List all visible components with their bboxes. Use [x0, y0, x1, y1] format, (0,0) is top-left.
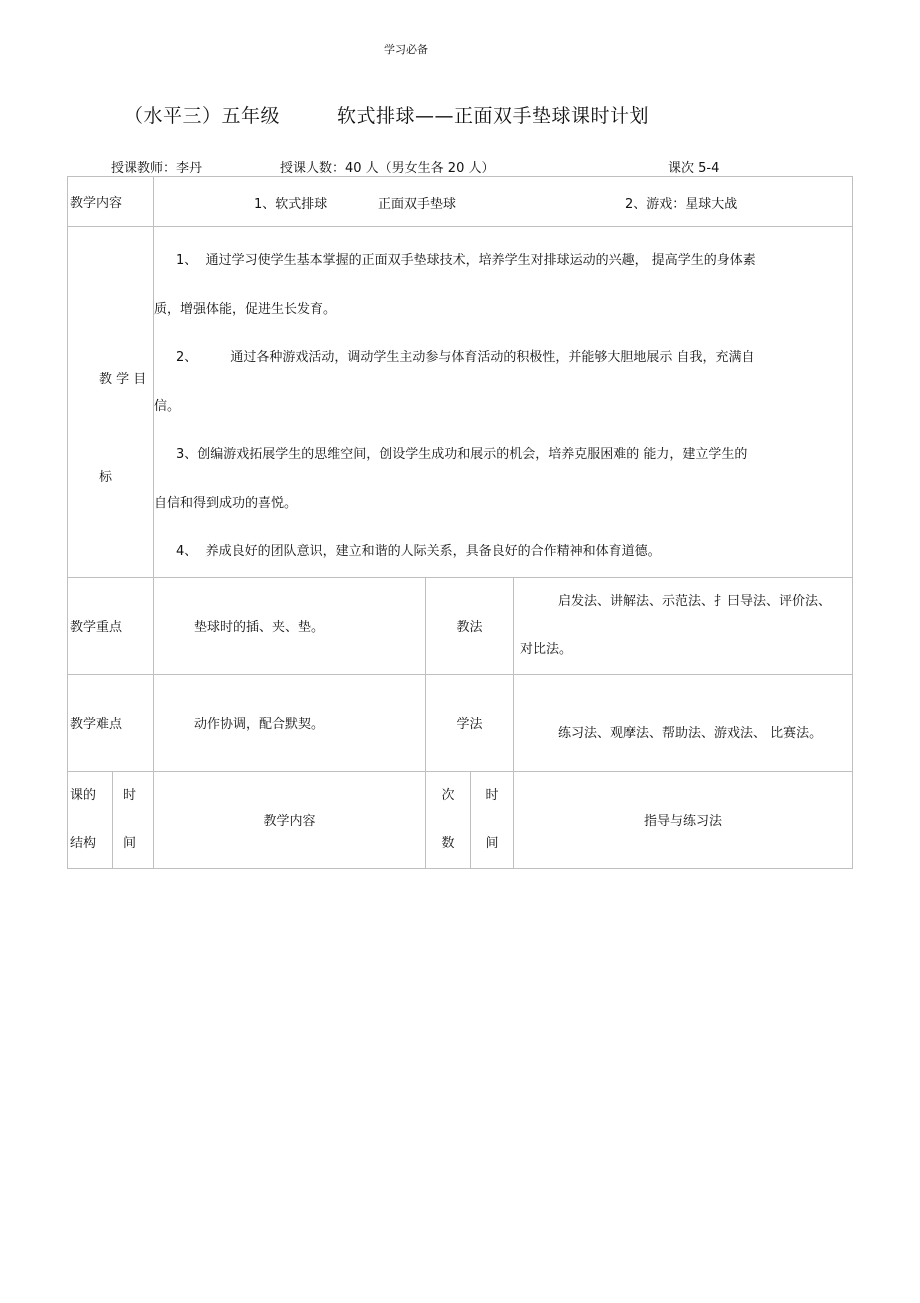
- structure-col-5: [471, 771, 514, 868]
- structure-guidance-header: 指导与练习法: [644, 814, 723, 829]
- goals-label-b: 标: [99, 469, 113, 485]
- content-item-1: 1、软式排球: [254, 197, 328, 212]
- goal-3-line-1: 3、创编游戏拓展学生的思维空间，创设学生成功和展示的机会，培养克服困难的 能力，建立学生的: [154, 431, 852, 480]
- difficulty-label-cell: [68, 674, 154, 771]
- structure-col-4: [426, 771, 471, 868]
- content-label-cell: [68, 177, 154, 227]
- structure-content-header: 教学内容: [263, 814, 316, 829]
- difficulty-value: 动作协调，配合默契。: [194, 717, 325, 732]
- structure-col-1: [68, 771, 113, 868]
- goal-4-num: 4、: [176, 544, 198, 559]
- key-point-row: [68, 577, 853, 674]
- structure-col-6: [514, 771, 853, 868]
- content-row: [68, 177, 853, 227]
- teaching-method-line-2: 对比法。: [520, 641, 573, 657]
- structure-col-2-a: 时: [123, 787, 137, 803]
- key-value-cell: [154, 577, 426, 674]
- goal-4-line-1: 4、 养成良好的团队意识，建立和谐的人际关系，具备良好的合作精神和体育道德。: [154, 528, 852, 577]
- teaching-method-line-1: 启发法、讲解法、示范法、扌曰导法、评价法、: [558, 593, 832, 609]
- learning-method-cell: [514, 674, 853, 771]
- teaching-method-cell: [514, 577, 853, 674]
- page-title-topic: 软式排球——正面双手垫球课时计划: [337, 105, 650, 127]
- goal-1-line-1: 1、 通过学习使学生基本掌握的正面双手垫球技术，培养学生对排球运动的兴趣， 提高学生的身体素: [154, 237, 852, 286]
- structure-col-2: [113, 771, 154, 868]
- key-label-cell: [68, 577, 154, 674]
- goal-1-line-2: 质，增强体能，促进生长发育。: [154, 301, 337, 317]
- teacher-label: 授课教师：李丹: [111, 161, 203, 176]
- structure-col-3: [154, 771, 426, 868]
- difficulty-value-cell: [154, 674, 426, 771]
- structure-col-5-a: 时: [485, 787, 499, 803]
- content-value-cell: [154, 177, 853, 227]
- structure-col-4-a: 次: [441, 787, 455, 803]
- teaching-method-label-cell: [426, 577, 514, 674]
- structure-header-row: [68, 771, 853, 868]
- learning-method-value: 练习法、观摩法、帮助法、游戏法、 比赛法。: [558, 726, 823, 741]
- goal-2-num: 2、: [176, 350, 198, 365]
- key-label: 教学重点: [70, 620, 123, 635]
- learning-method-label-cell: [426, 674, 514, 771]
- students-label: 授课人数：40 人（男女生各 20 人）: [280, 161, 495, 176]
- structure-col-4-b: 数: [441, 835, 455, 851]
- goal-3-num: 3、: [176, 447, 198, 462]
- page-title-level: （水平三）五年级: [124, 105, 281, 127]
- structure-col-2-b: 间: [123, 835, 137, 851]
- lesson-number: 课次 5-4: [668, 161, 720, 176]
- goals-text-cell: [154, 227, 853, 578]
- goal-1-num: 1、: [176, 253, 198, 268]
- content-item-2: 2、游戏：星球大战: [625, 197, 738, 212]
- goal-2-line-2: 信。: [154, 398, 181, 414]
- goals-row: [68, 227, 853, 578]
- goals-label-cell: [68, 227, 154, 578]
- goal-3-line-2: 自信和得到成功的喜悦。: [154, 495, 298, 511]
- difficulty-row: [68, 674, 853, 771]
- key-value: 垫球时的插、夹、垫。: [194, 620, 325, 635]
- header-note: 学习必备: [384, 43, 428, 56]
- structure-col-5-b: 间: [485, 835, 499, 851]
- teaching-method-label: 教法: [456, 620, 483, 635]
- content-label: 教学内容: [70, 196, 123, 211]
- learning-method-label: 学法: [456, 717, 483, 732]
- difficulty-label: 教学难点: [70, 717, 123, 732]
- structure-col-1-a: 课的: [70, 787, 97, 803]
- goals-label-a: 教 学 目: [99, 371, 147, 387]
- goal-2-line-1: 2、 通过各种游戏活动，调动学生主动参与体育活动的积极性，并能够大胆地展示 自我，充满自: [154, 334, 852, 383]
- content-item-1b: 正面双手垫球: [378, 197, 457, 212]
- lesson-plan-table: [67, 176, 853, 869]
- structure-col-1-b: 结构: [70, 835, 97, 851]
